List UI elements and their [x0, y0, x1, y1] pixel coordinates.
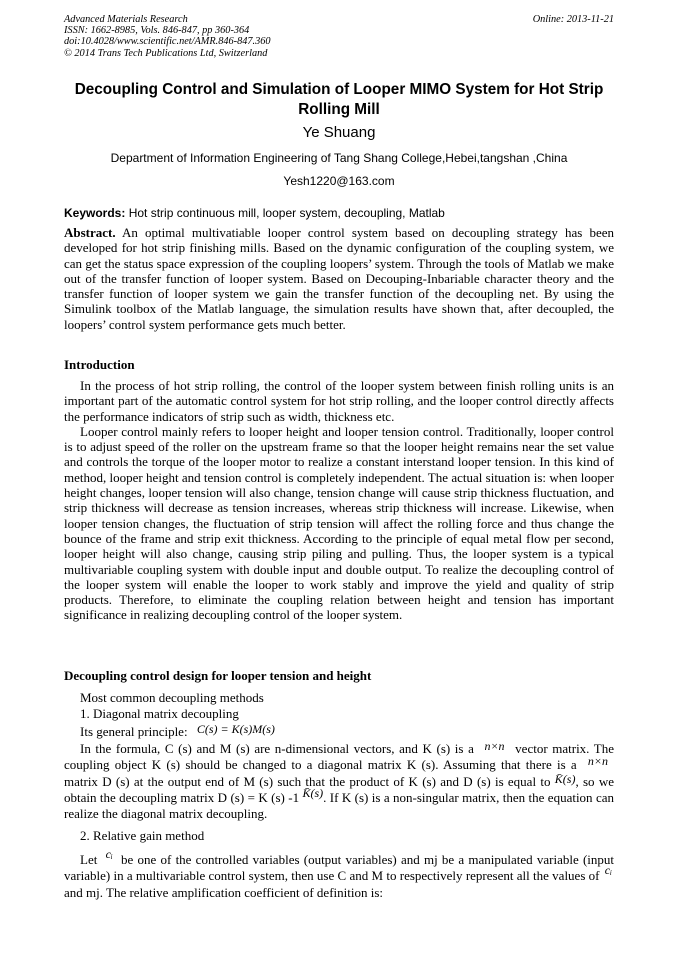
formula-paragraph: [64, 741, 614, 821]
ci-symbol-2: cᵢ: [604, 863, 613, 878]
formula-text-d: , so we obtain the decoupling matrix D (s) = K (s) -1: [64, 773, 615, 805]
principle-line: [80, 724, 275, 740]
abstract: [64, 225, 614, 332]
keywords-label: Keywords:: [64, 206, 126, 220]
rg-text-a: Let: [80, 852, 98, 867]
copyright: © 2014 Trans Tech Publications Ltd, Switzerland: [64, 47, 268, 59]
doi: doi:10.4028/www.scientific.net/AMR.846-847.360: [64, 36, 271, 48]
journal-name: Advanced Materials Research: [64, 14, 188, 25]
keywords-text: Hot strip continuous mill, looper system, decoupling, Matlab: [128, 206, 445, 220]
formula-text-e: . If K (s) is a non-singular matrix, then the equation can realize the diagonal matrix decoupling.: [64, 789, 615, 822]
introduction-body: [64, 378, 614, 623]
issn: ISSN: 1662-8985, Vols. 846-847, pp 360-364: [64, 25, 250, 37]
abstract-label: Abstract.: [64, 225, 116, 240]
nxn-symbol: n×n: [484, 739, 505, 753]
formula-text-b: vector matrix. The coupling object K (s) should be changed to a diagonal matrix K (s). Assuming that there is a: [64, 741, 615, 773]
intro-paragraph-1: In the process of hot strip rolling, the control of the looper system between finish rolling units is an important part of the automatic control system for hot strip rolling, and the looper control directly affects the performance indicators of strip such as width, thickness etc.: [64, 378, 614, 424]
k-bar-symbol: K̄(s): [554, 771, 576, 786]
author: Ye Shuang: [302, 124, 376, 141]
principle-formula: C(s) = K(s)M(s): [196, 722, 275, 736]
rg-text-c: and mj. The relative amplification coefficient of definition is:: [64, 884, 384, 900]
method-1: 1. Diagonal matrix decoupling: [80, 706, 239, 721]
journal-header: [64, 14, 271, 59]
introduction-heading: Introduction: [64, 357, 135, 372]
k-bar-symbol-2: K̄(s): [302, 785, 324, 800]
ci-symbol: cᵢ: [105, 847, 113, 861]
formula-text-c: matrix D (s) at the output end of M (s) such that the product of K (s) and D (s) is equal to: [64, 773, 551, 789]
nxn-symbol-2: n×n: [587, 754, 608, 769]
rg-text-b: be one of the controlled variables (output variables) and mj be a manipulated variable (input variable) in a multivariable control system, then use C and M to respectively represent all the values of: [64, 852, 615, 884]
relative-gain-paragraph: [64, 847, 615, 900]
paper-title: Decoupling Control and Simulation of Looper MIMO System for Hot Strip Rolling Mill: [74, 81, 604, 118]
keywords: [64, 206, 445, 220]
abstract-text: An optimal multivatiable looper control system based on decoupling strategy has been developed for hot strip finishing mills. Based on the dynamic configuration of the coupling system, we can get the status space expression of the coupling loopers’ system. Through the tools of Matlab we make out of the transfer function of looper system. Based on Decouping-Inbariable character theory and the transfer function of looper system we gain the transfer function of the decoupling net. By using the Simulink toolbox of the Matlab language, the simulation results have shown that, after decoupled, the loopers’ control system performance gets much better.: [64, 225, 614, 332]
method-2: 2. Relative gain method: [80, 828, 205, 843]
decoupling-heading: Decoupling control design for looper tension and height: [64, 668, 372, 683]
email: Yesh1220@163.com: [283, 174, 395, 188]
online-date: Online: 2013-11-21: [532, 14, 614, 25]
formula-text-a: In the formula, C (s) and M (s) are n-dimensional vectors, and K (s) is a: [80, 741, 474, 756]
principle-label: Its general principle:: [80, 724, 188, 739]
affiliation: Department of Information Engineering of Tang Shang College,Hebei,tangshan ,China: [110, 151, 568, 165]
intro-paragraph-2: Looper control mainly refers to looper height and looper tension control. Traditionally, looper control is to adjust speed of the roller on the upstream frame so that the looper height remains near the set value and controls the torque of the looper motor to realize a constant interstand looper tension. In this kind of method, looper height and tension control is completely independent. The actual situation is: when looper height changes, looper tension will also change, tension change will cause strip thickness fluctuation, and strip thickness will decrease as tension increases, whereas strip thickness will increase. Likewise, when looper tension changes, the fluctuation of strip tension will affect the rolling force and thus change the bounce of the frame and strip exit thickness. According to the principle of equal metal flow per second, looper height will also change, causing strip piling and pulling. Thus, the looper system is a typical multivariable coupling system with double input and double output. To realize the decoupling control of the looper system will enable the looper to work stably and improve the yield and quality of strip products. Therefore, to eliminate the coupling relation between height and tension has important significance in realizing decoupling control of the looper system.: [64, 423, 614, 623]
methods-intro: Most common decoupling methods: [80, 690, 264, 705]
